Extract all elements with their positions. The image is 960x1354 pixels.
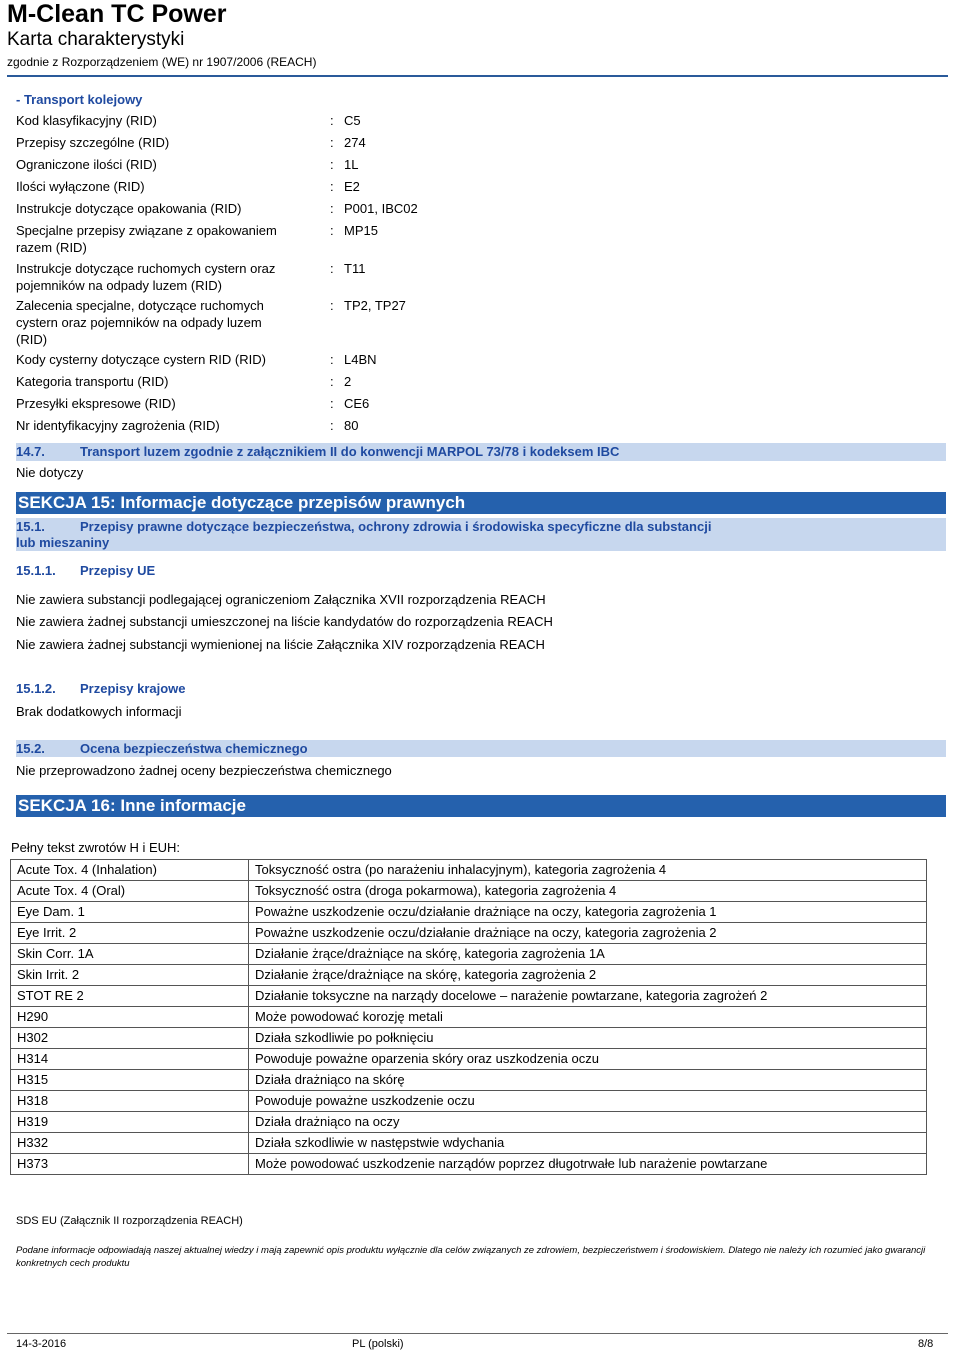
rail-row-colon: : xyxy=(330,374,334,389)
disclaimer: Podane informacje odpowiadają naszej aktualnej wiedzy i mają zapewnić opis produktu wyłącznie dla celów związanych ze zdrowiem, bezpieczeństwem i środowiskiem. Dlatego nie należy ich rozumieć jako gwarancji konkretnych cech produktu xyxy=(16,1245,926,1269)
h-phrase-description: Działanie toksyczne na narządy docelowe – narażenie powtarzane, kategoria zagrożeń 2 xyxy=(249,986,927,1007)
subsection-14-7-band xyxy=(16,443,946,461)
rail-row-colon: : xyxy=(330,113,334,128)
rail-row-colon: : xyxy=(330,223,334,238)
h-phrase-description: Działanie żrące/drażniące na skórę, kategoria zagrożenia 2 xyxy=(249,965,927,986)
rail-row-label: Instrukcje dotyczące opakowania (RID) xyxy=(16,201,242,216)
subsection-title: Przepisy UE xyxy=(80,563,156,578)
rail-row-value: L4BN xyxy=(344,352,377,367)
rail-heading: - Transport kolejowy xyxy=(16,92,143,107)
h-phrase-code: H318 xyxy=(11,1091,249,1112)
h-phrase-row xyxy=(11,1070,927,1091)
rail-row-colon: : xyxy=(330,201,334,216)
footer-divider xyxy=(7,1333,948,1334)
h-phrase-description: Działanie żrące/drażniące na skórę, kategoria zagrożenia 1A xyxy=(249,944,927,965)
h-phrase-code: Skin Corr. 1A xyxy=(11,944,249,965)
section-16-heading xyxy=(16,795,946,817)
rail-row xyxy=(16,351,616,368)
footer-page-number: 8/8 xyxy=(918,1338,934,1350)
h-phrase-row xyxy=(11,944,927,965)
h-phrase-description: Działa drażniąco na oczy xyxy=(249,1112,927,1133)
h-phrase-row xyxy=(11,986,927,1007)
rail-row-colon: : xyxy=(330,179,334,194)
h-phrase-code: H302 xyxy=(11,1028,249,1049)
h-phrase-description: Toksyczność ostra (droga pokarmowa), kategoria zagrożenia 4 xyxy=(249,881,927,902)
h-phrase-code: STOT RE 2 xyxy=(11,986,249,1007)
h-phrase-description: Działa szkodliwie w następstwie wdychania xyxy=(249,1133,927,1154)
subsection-title: Ocena bezpieczeństwa chemicznego xyxy=(80,741,308,756)
footer-language: PL (polski) xyxy=(352,1338,404,1350)
h-phrase-code: H315 xyxy=(11,1070,249,1091)
rail-row xyxy=(16,297,616,348)
rail-row-label: Przepisy szczególne (RID) xyxy=(16,135,170,150)
rail-row-label: Zalecenia specjalne, dotyczące ruchomych cystern oraz pojemników na odpady luzem (RID) xyxy=(16,298,264,347)
section-title: SEKCJA 16: Inne informacje xyxy=(18,796,246,815)
h-phrase-description: Toksyczność ostra (po narażeniu inhalacyjnym), kategoria zagrożenia 4 xyxy=(249,860,927,881)
subsection-number: 15.1. xyxy=(16,519,45,534)
rail-row xyxy=(16,156,616,173)
subsection-14-7-text: Nie dotyczy xyxy=(16,465,84,480)
rail-row xyxy=(16,200,616,217)
h-phrase-code: Acute Tox. 4 (Oral) xyxy=(11,881,249,902)
rail-row xyxy=(16,112,616,129)
h-phrase-row xyxy=(11,1091,927,1112)
subsection-number: 14.7. xyxy=(16,444,45,459)
h-phrase-code: H314 xyxy=(11,1049,249,1070)
h-phrase-description: Poważne uszkodzenie oczu/działanie drażniące na oczy, kategoria zagrożenia 2 xyxy=(249,923,927,944)
national-regulations-text: Brak dodatkowych informacji xyxy=(16,704,182,719)
eu-regulation-line: Nie zawiera żadnej substancji umieszczonej na liście kandydatów do rozporządzenia REACH xyxy=(16,614,553,629)
h-phrase-description: Może powodować korozję metali xyxy=(249,1007,927,1028)
rail-row-label: Kategoria transportu (RID) xyxy=(16,374,169,389)
rail-row xyxy=(16,373,616,390)
rail-row-label: Kod klasyfikacyjny (RID) xyxy=(16,113,157,128)
rail-row-value: 80 xyxy=(344,418,359,433)
chemical-safety-text: Nie przeprowadzono żadnej oceny bezpieczeństwa chemicznego xyxy=(16,763,392,778)
h-phrase-code: Acute Tox. 4 (Inhalation) xyxy=(11,860,249,881)
rail-row-colon: : xyxy=(330,396,334,411)
rail-row-colon: : xyxy=(330,261,334,276)
rail-row-colon: : xyxy=(330,352,334,367)
footer-date: 14-3-2016 xyxy=(16,1338,67,1350)
rail-row-colon: : xyxy=(330,298,334,313)
rail-row-value: E2 xyxy=(344,179,360,194)
rail-row-value: 274 xyxy=(344,135,366,150)
h-phrase-code: H332 xyxy=(11,1133,249,1154)
rail-row-label: Kody cysterny dotyczące cystern RID (RID) xyxy=(16,352,266,367)
h-phrase-code: H290 xyxy=(11,1007,249,1028)
h-phrase-row xyxy=(11,902,927,923)
subsection-number: 15.1.1. xyxy=(16,563,56,578)
h-phrase-description: Poważne uszkodzenie oczu/działanie drażniące na oczy, kategoria zagrożenia 1 xyxy=(249,902,927,923)
subsection-number: 15.1.2. xyxy=(16,681,56,696)
header-divider xyxy=(7,75,948,77)
h-phrases-caption: Pełny tekst zwrotów H i EUH: xyxy=(11,840,181,855)
h-phrase-row xyxy=(11,923,927,944)
product-name: M-Clean TC Power xyxy=(7,0,227,28)
subsection-title: Przepisy prawne dotyczące bezpieczeństwa, ochrony zdrowia i środowiska specyficzne dla substancji xyxy=(80,519,712,534)
regulation-line: zgodnie z Rozporządzeniem (WE) nr 1907/2006 (REACH) xyxy=(7,55,317,69)
sds-note: SDS EU (Załącznik II rozporządzenia REACH) xyxy=(16,1215,243,1227)
rail-row xyxy=(16,222,616,256)
h-phrase-row xyxy=(11,1133,927,1154)
rail-row xyxy=(16,178,616,195)
rail-row-colon: : xyxy=(330,418,334,433)
h-phrase-row xyxy=(11,1028,927,1049)
rail-row xyxy=(16,395,616,412)
rail-row-value: MP15 xyxy=(344,223,378,238)
h-phrase-description: Działa drażniąco na skórę xyxy=(249,1070,927,1091)
document-type: Karta charakterystyki xyxy=(7,29,185,50)
subsection-number: 15.2. xyxy=(16,741,45,756)
rail-row-value: 2 xyxy=(344,374,352,389)
rail-row-label: Ograniczone ilości (RID) xyxy=(16,157,157,172)
rail-row-value: C5 xyxy=(344,113,361,128)
h-phrase-code: Eye Dam. 1 xyxy=(11,902,249,923)
h-phrase-row xyxy=(11,1049,927,1070)
h-phrases-table xyxy=(10,859,927,1175)
rail-row xyxy=(16,134,616,151)
section-title: SEKCJA 15: Informacje dotyczące przepisów prawnych xyxy=(18,493,466,512)
subsection-title: Transport luzem zgodnie z załącznikiem II do konwencji MARPOL 73/78 i kodeksem IBC xyxy=(80,444,620,459)
h-phrase-description: Powoduje poważne oparzenia skóry oraz uszkodzenia oczu xyxy=(249,1049,927,1070)
rail-row-value: 1L xyxy=(344,157,359,172)
h-phrase-row xyxy=(11,881,927,902)
h-phrase-row xyxy=(11,965,927,986)
rail-row-label: Przesyłki ekspresowe (RID) xyxy=(16,396,176,411)
rail-row-colon: : xyxy=(330,157,334,172)
rail-row-label: Instrukcje dotyczące ruchomych cystern oraz pojemników na odpady luzem (RID) xyxy=(16,261,276,293)
h-phrase-description: Powoduje poważne uszkodzenie oczu xyxy=(249,1091,927,1112)
rail-row-value: CE6 xyxy=(344,396,370,411)
rail-row-value: P001, IBC02 xyxy=(344,201,418,216)
subsection-15-1-band xyxy=(16,518,946,551)
h-phrase-row xyxy=(11,1154,927,1175)
h-phrase-row xyxy=(11,860,927,881)
h-phrase-description: Może powodować uszkodzenie narządów poprzez długotrwałe lub narażenie powtarzane xyxy=(249,1154,927,1175)
eu-regulation-line: Nie zawiera substancji podlegającej ograniczeniom Załącznika XVII rozporządzenia REACH xyxy=(16,592,546,607)
subsection-title-cont: lub mieszaniny xyxy=(16,535,110,550)
h-phrase-description: Działa szkodliwie po połknięciu xyxy=(249,1028,927,1049)
h-phrase-row xyxy=(11,1007,927,1028)
subsection-title: Przepisy krajowe xyxy=(80,681,186,696)
rail-row-value: T11 xyxy=(344,261,366,276)
h-phrase-code: H373 xyxy=(11,1154,249,1175)
h-phrase-code: H319 xyxy=(11,1112,249,1133)
h-phrase-row xyxy=(11,1112,927,1133)
rail-row-value: TP2, TP27 xyxy=(344,298,406,313)
rail-row-label: Specjalne przepisy związane z opakowaniem razem (RID) xyxy=(16,223,277,255)
h-phrase-code: Eye Irrit. 2 xyxy=(11,923,249,944)
subsection-15-2-band xyxy=(16,740,946,757)
h-phrase-code: Skin Irrit. 2 xyxy=(11,965,249,986)
rail-row-colon: : xyxy=(330,135,334,150)
eu-regulation-line: Nie zawiera żadnej substancji wymienionej na liście Załącznika XIV rozporządzenia REACH xyxy=(16,637,545,652)
rail-row-label: Ilości wyłączone (RID) xyxy=(16,179,145,194)
rail-row-label: Nr identyfikacyjny zagrożenia (RID) xyxy=(16,418,220,433)
rail-row xyxy=(16,260,616,294)
section-15-heading xyxy=(16,492,946,514)
rail-row xyxy=(16,417,616,434)
